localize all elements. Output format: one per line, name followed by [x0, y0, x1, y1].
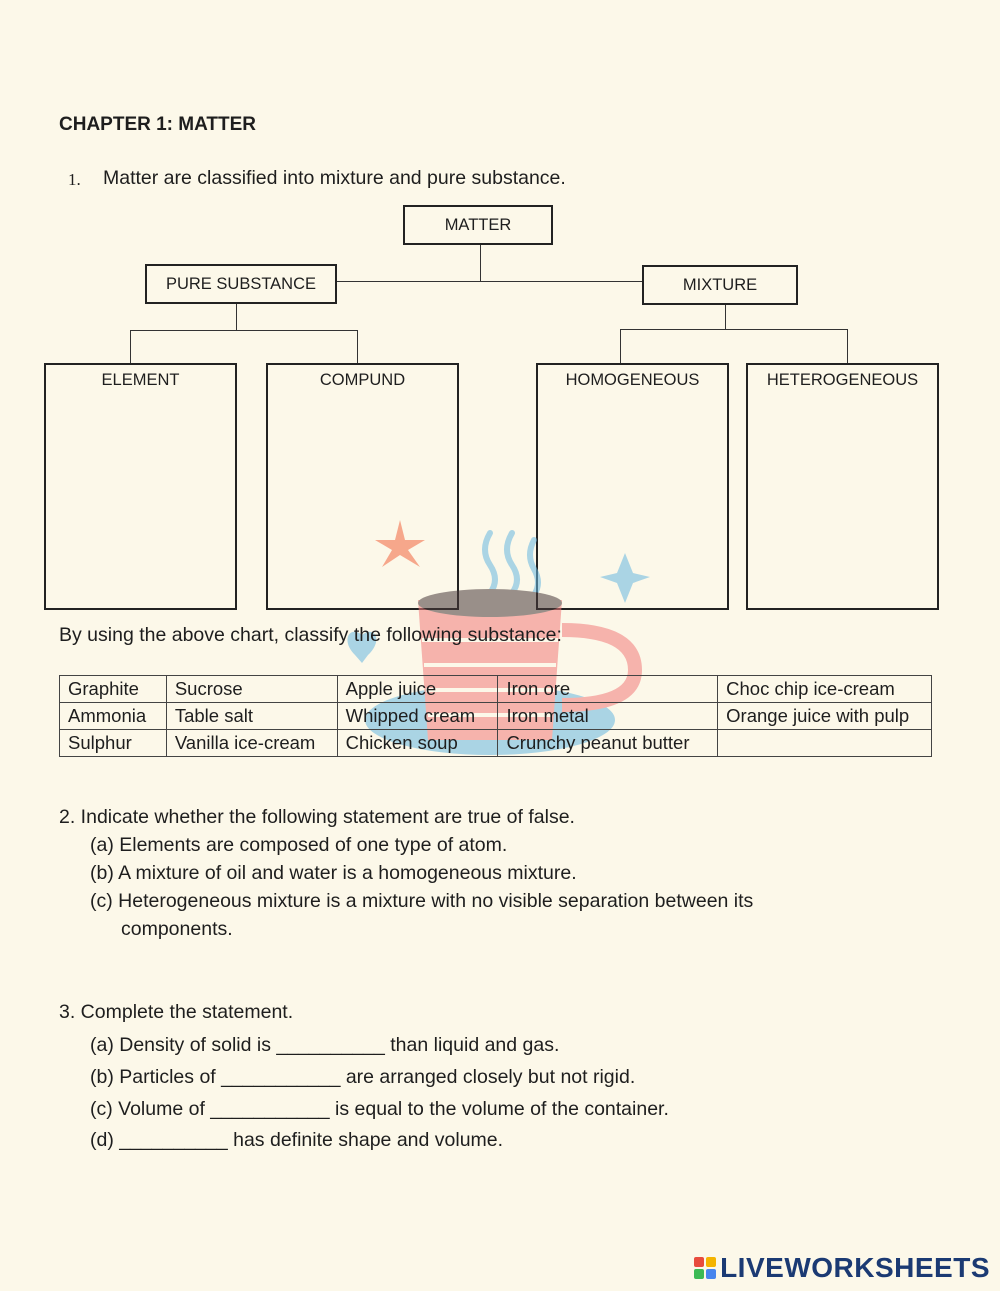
substance-cell[interactable]: Orange juice with pulp: [718, 703, 932, 730]
question-3-item-c: (c) Volume of ___________ is equal to the volume of the container.: [90, 1098, 669, 1120]
steam-icon: [485, 533, 538, 595]
logo-icon: [694, 1257, 716, 1279]
logo-tile: [694, 1257, 704, 1267]
substance-cell[interactable]: Chicken soup: [337, 730, 498, 757]
homogeneous-label: HOMOGENEOUS: [565, 371, 700, 389]
question-2-heading: 2. Indicate whether the following statement are true of false.: [59, 806, 575, 828]
connector-line: [357, 330, 358, 364]
question-1-text: Matter are classified into mixture and pure substance.: [103, 167, 566, 189]
substance-cell[interactable]: Crunchy peanut butter: [498, 730, 718, 757]
substance-cell[interactable]: Sulphur: [60, 730, 167, 757]
heterogeneous-box[interactable]: [746, 363, 939, 610]
pure-substance-label: PURE SUBSTANCE: [165, 274, 317, 293]
diamond-star-icon: [600, 553, 650, 603]
question-3-item-a: (a) Density of solid is __________ than liquid and gas.: [90, 1034, 560, 1056]
substance-table: [59, 675, 932, 757]
connector-line: [236, 304, 237, 330]
element-box[interactable]: [44, 363, 237, 610]
substance-cell[interactable]: Ammonia: [60, 703, 167, 730]
question-2-item-c: (c) Heterogeneous mixture is a mixture with no visible separation between its: [90, 890, 754, 912]
compound-label: COMPUND: [319, 371, 406, 389]
element-label: ELEMENT: [101, 371, 180, 389]
table-row: [60, 676, 932, 703]
logo-tile: [694, 1269, 704, 1279]
connector-line: [337, 281, 642, 282]
question-3-heading: 3. Complete the statement.: [59, 1001, 294, 1023]
liveworksheets-logo: [694, 1252, 990, 1284]
connector-line: [725, 305, 726, 329]
substance-cell[interactable]: Vanilla ice-cream: [166, 730, 337, 757]
substance-cell[interactable]: Graphite: [60, 676, 167, 703]
connector-line: [620, 329, 621, 364]
substance-cell[interactable]: Iron ore: [498, 676, 718, 703]
connector-line: [620, 329, 848, 330]
substance-cell[interactable]: Whipped cream: [337, 703, 498, 730]
question-2-item-c-continued: components.: [121, 918, 233, 940]
chapter-title: CHAPTER 1: MATTER: [59, 114, 257, 135]
substance-cell: [718, 730, 932, 757]
logo-tile: [706, 1257, 716, 1267]
substance-cell[interactable]: Sucrose: [166, 676, 337, 703]
matter-label: MATTER: [444, 215, 512, 234]
substance-cell[interactable]: Table salt: [166, 703, 337, 730]
table-row: [60, 730, 932, 757]
question-3-item-d: (d) __________ has definite shape and volume.: [90, 1129, 504, 1151]
mixture-node: [642, 265, 798, 305]
question-3-item-b: (b) Particles of ___________ are arranged closely but not rigid.: [90, 1066, 636, 1088]
logo-text: LIVEWORKSHEETS: [720, 1252, 990, 1283]
heterogeneous-label: HETEROGENEOUS: [766, 371, 919, 389]
connector-line: [130, 330, 131, 364]
question-2-item-b: (b) A mixture of oil and water is a homogeneous mixture.: [90, 862, 577, 884]
logo-tile: [706, 1269, 716, 1279]
substance-cell[interactable]: Choc chip ice-cream: [718, 676, 932, 703]
question-1-number: 1.: [68, 170, 81, 189]
pure-substance-node: [145, 264, 337, 304]
classify-instruction: By using the above chart, classify the following substance:: [59, 624, 562, 646]
sparkle-icon: [375, 520, 425, 567]
connector-line: [130, 330, 358, 331]
connector-line: [847, 329, 848, 364]
matter-node: [403, 205, 553, 245]
question-2-item-a: (a) Elements are composed of one type of atom.: [90, 834, 508, 856]
substance-cell[interactable]: Apple juice: [337, 676, 498, 703]
connector-line: [480, 245, 481, 281]
table-row: [60, 703, 932, 730]
mixture-label: MIXTURE: [682, 275, 758, 294]
substance-cell[interactable]: Iron metal: [498, 703, 718, 730]
